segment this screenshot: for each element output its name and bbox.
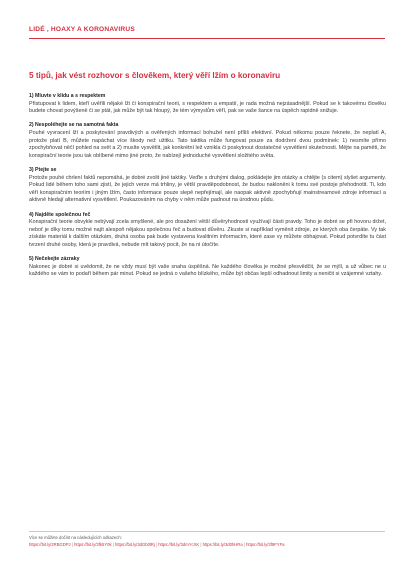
tip-heading: 3) Ptejte se [29,166,57,173]
footer-link[interactable]: https://bit.ly/3dmYcXK [158,541,200,547]
tip-paragraph: Přistupovat k lidem, kteří uvěřili nějaké lži či konspirační teorii, s respektem a empatií, je rada možná nejzásadnější. Pokud se k takovému člověku budete chovat povýšeně či se ptát, jak může být tak hloupý, že tém výmyslům věří, pak se vaše šance na úspěch rapidně snižuje. [29,100,386,115]
footer-link[interactable]: https://bit.ly/3dGb0lRj [114,541,155,547]
tip-section-5 [29,256,386,279]
header-divider [29,38,385,39]
footer-link[interactable]: https://bit.ly/3f9FYFa [246,541,285,547]
footer-divider [29,531,385,532]
tip-heading: 5) Nečekejte zázraky [29,256,80,263]
document-header: LIDÉ , HOAXY A KORONAVIRUS [29,26,135,33]
tip-paragraph: Nakonec je dobré si uvědomit, že ne vždy musí být vaše snaha úspěšná. Ne každého člověka je možné přesvědčit, že se mýlí, a už vůbec ne u každého se vám to podaří během pár minut. Pokud se jedná o vašeho blízkého, může být občas lepší odhadnout limity a neničit si vzájemné vztahy. [29,263,386,278]
tip-section-4 [29,212,386,250]
tip-section-2 [29,122,386,160]
document-title: 5 tipů, jak vést rozhovor s člověkem, který věří lžím o koronaviru [29,71,281,80]
footer [29,535,389,548]
tip-paragraph: Pouhé vyvracení lží a poskytování pravdivých a ověřených informací bohužel není příliš efektivní. Pokud někomu pouze řeknete, že neplatí A, protože platí B, můžete napáchat více škody než užitku. Tato taktika může fungovat pouze za dodržení dvou podmínek: 1) nesmíte přímo zpochybňovat něčí pohled na svět a 2) musíte vysvětlit, jak konkrétní lež vznikla či poskytnout dostatečné vysvětlení skutečnosti. Mějte na paměti, že konspirační teorie jsou tak oblíbené mimo jiné proto, že nabízejí jednoduché vysvětlení složitého světa. [29,129,386,159]
footer-note: Více se můžete dočíst na následujících odkazech: [29,535,122,540]
tip-paragraph: Konspirační teorie obvykle nebývají zcela smyšlené, ale pro dosažení větší důvěryhodnosti využívají části pravdy. Toho je dobré se při hovoru držet, neboť je díky tomu možné najít alespoň nějakou společnou řeč a budovat důvěru. Zkuste si například vyměnit zdroje, ze kterých oba čerpáte. Vy tak získáte materiál k dalším otázkám, druhá osoba pak bude vystavena kvalitním informacím, které zase vy můžete obhajovat. Pokud potvrdíte tu část tvrzení druhé osoby, která je pravdivá, nebude mít takový pocit, že na ni útočíte. [29,219,386,248]
footer-link[interactable]: https://bit.ly/3d0hHRa [202,541,243,547]
footer-link[interactable]: https://bit.ly/3fk5Y0k [74,541,112,547]
document-body [29,93,386,285]
footer-link[interactable]: https://bit.ly/2RBGDPJ [29,541,71,547]
tip-section-3 [29,167,386,205]
tip-heading: 4) Najděte společnou řeč [29,211,91,218]
tip-section-1 [29,93,386,116]
tip-heading: 2) Nespoléhejte se na samotná fakta [29,122,119,129]
tip-heading: 1) Mluvte v klidu a s respektem [29,93,106,99]
tip-paragraph: Protože pouhé chrlení faktů nepomáhá, je dobré zvolit jiné taktiky. Veďte s druhými dialog, pokládejte jim otázky a chtějte (s citem) slyšet argumenty. Pokud lidé během toho sami zjistí, že jejich verze má trhliny, je větší pravděpodobnost, že budou nakloněni k tomu své postoje přehodnotit. Ti, kdo věří konspiračním teoriím i jiným lžím, často informace pouze slepě nepřejímají, ale naopak aktivně zpochybňují mainstreamové zdroje informací a aktivně hledají alternativní vysvětlení. Poukazováním na chyby v něm může padnout na úrodnou půdu. [29,174,386,204]
footer-links: https://bit.ly/2RBGDPJ | https://bit.ly/3fk5Y0k | https://bit.ly/3dGb0lRj | https://bit.ly/3dmYcXK | https://bit.ly/3d0hHRa | https://bit.ly/3f9FYFa [29,541,285,547]
